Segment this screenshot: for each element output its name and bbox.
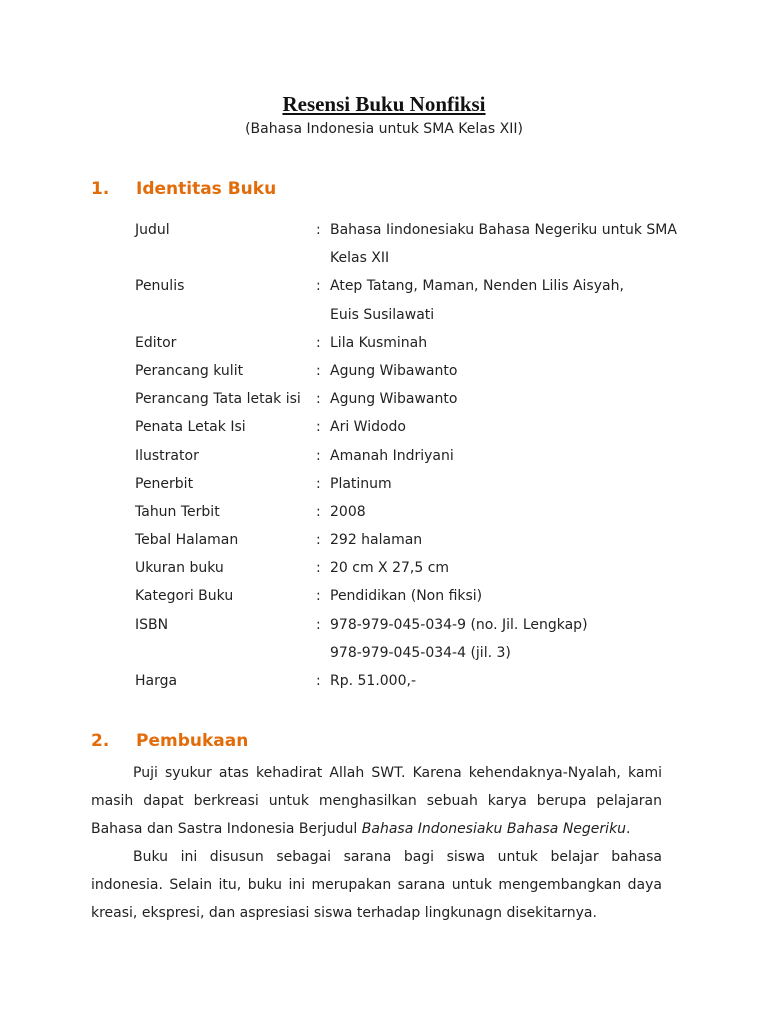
identity-label: ISBN xyxy=(135,616,169,633)
identity-label: Tahun Terbit xyxy=(135,503,220,520)
identity-colon: : xyxy=(316,278,321,295)
identity-label: Penerbit xyxy=(135,475,194,492)
identity-value: Amanah Indriyani xyxy=(330,447,454,464)
paragraph-text: Buku ini disusun sebagai sarana bagi siswa untuk belajar bahasa indonesia. Selain itu, buku ini merupakan sarana untuk mengembangkan daya kreasi, ekspresi, dan aspresiasi siswa terhadap lingkunagn disekitarnya. xyxy=(91,849,662,921)
identity-value: Euis Susilawati xyxy=(330,306,435,323)
identity-colon: : xyxy=(316,419,321,436)
identity-colon: : xyxy=(316,222,321,238)
identity-value: Agung Wibawanto xyxy=(330,391,458,408)
identity-label: Penulis xyxy=(135,278,185,295)
identity-label: Perancang Tata letak isi xyxy=(135,391,301,408)
identity-value: Platinum xyxy=(330,475,392,492)
identity-colon: : xyxy=(316,588,321,605)
identity-colon: : xyxy=(316,334,321,351)
identity-value: 292 halaman xyxy=(330,532,423,549)
identity-colon: : xyxy=(316,391,321,408)
identity-colon: : xyxy=(316,362,321,379)
identity-label: Ukuran buku xyxy=(135,560,224,577)
identity-label: Penata Letak Isi xyxy=(135,419,246,436)
identity-colon: : xyxy=(316,447,321,464)
identity-value: Atep Tatang, Maman, Nenden Lilis Aisyah, xyxy=(330,278,624,295)
section-title: Pembukaan xyxy=(136,731,249,751)
identity-value: Ari Widodo xyxy=(330,419,407,436)
identity-label: Harga xyxy=(135,673,178,689)
section-number: 2. xyxy=(91,731,110,751)
book-title-italic: Bahasa Indonesiaku Bahasa Negeriku xyxy=(361,821,627,837)
identity-label: Ilustrator xyxy=(135,447,199,464)
paragraph-end: . xyxy=(626,821,631,837)
identity-value: Pendidikan (Non fiksi) xyxy=(330,588,483,605)
section-heading-pembukaan xyxy=(91,731,248,751)
identity-colon: : xyxy=(316,616,321,633)
identity-label: Editor xyxy=(135,334,177,351)
identity-value: Agung Wibawanto xyxy=(330,362,458,379)
identity-colon: : xyxy=(316,475,321,492)
paragraph-pembukaan-1 xyxy=(91,759,662,843)
identity-colon: : xyxy=(316,503,321,520)
identity-colon: : xyxy=(316,532,321,549)
identity-value: Rp. 51.000,- xyxy=(330,673,417,689)
identity-value: Bahasa Iindonesiaku Bahasa Negeriku untuk SMA xyxy=(330,222,677,238)
identity-colon: : xyxy=(316,673,321,689)
identity-value: 20 cm X 27,5 cm xyxy=(330,560,450,577)
section-title: Identitas Buku xyxy=(136,179,277,199)
section-heading-identitas xyxy=(91,179,276,199)
document-subtitle: (Bahasa Indonesia untuk SMA Kelas XII) xyxy=(245,121,523,137)
identity-colon: : xyxy=(316,560,321,577)
identity-label: Tebal Halaman xyxy=(135,532,239,549)
identity-value: 978-979-045-034-4 (jil. 3) xyxy=(330,644,511,661)
identity-label: Judul xyxy=(135,222,170,238)
section-number: 1. xyxy=(91,179,110,199)
identity-value: 2008 xyxy=(330,503,366,520)
identity-value: 978-979-045-034-9 (no. Jil. Lengkap) xyxy=(330,616,588,633)
identity-value: Lila Kusminah xyxy=(330,334,428,351)
document-title: Resensi Buku Nonfiksi xyxy=(282,92,486,116)
paragraph-text: Puji syukur atas kehadirat Allah SWT. Karena kehendaknya-Nyalah, kami masih dapat berkreasi untuk menghasilkan sebuah karya berupa pelajaran Bahasa dan Sastra Indonesia Berjudul xyxy=(91,765,662,837)
identity-value: Kelas XII xyxy=(330,250,390,267)
identity-label: Perancang kulit xyxy=(135,362,244,379)
paragraph-pembukaan-2 xyxy=(91,843,662,927)
identity-label: Kategori Buku xyxy=(135,588,234,605)
